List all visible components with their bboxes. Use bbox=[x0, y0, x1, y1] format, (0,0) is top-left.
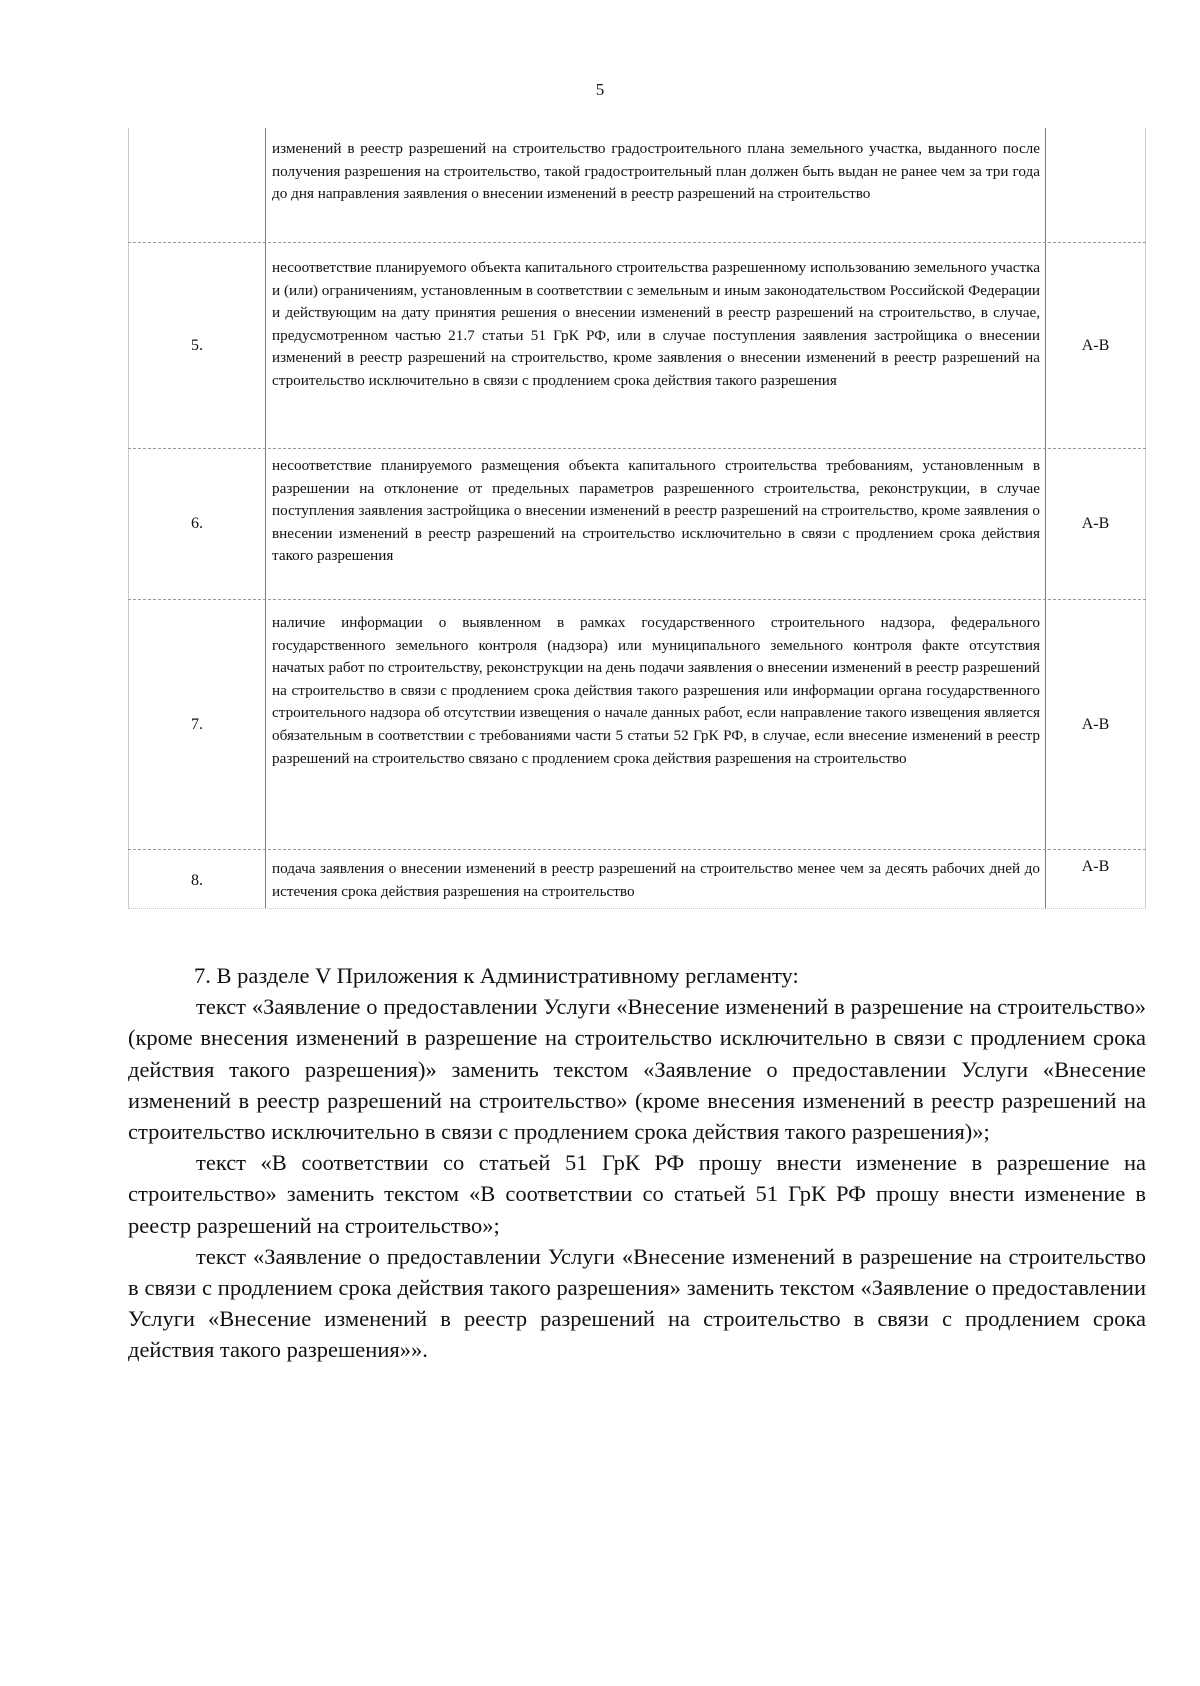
table-row bbox=[128, 850, 1146, 909]
row-number: 5. bbox=[128, 243, 265, 448]
row-code: А-В bbox=[1046, 449, 1146, 599]
row-number: 6. bbox=[128, 449, 265, 599]
row-code: А-В bbox=[1046, 850, 1146, 908]
grounds-table bbox=[128, 128, 1146, 909]
row-code: А-В bbox=[1046, 600, 1146, 849]
table-row bbox=[128, 128, 1146, 243]
section-item-heading: 7. В разделе V Приложения к Административному регламенту: bbox=[194, 963, 799, 988]
row-text: подача заявления о внесении изменений в реестр разрешений на строительство менее чем за десять рабочих дней до истечения срока действия разрешения на строительство bbox=[265, 850, 1046, 908]
amendment-paragraph: текст «Заявление о предоставлении Услуги «Внесение изменений в разрешение на строительство в связи с продлением срока действия такого разрешения» заменить текстом «Заявление о предоставлении Услуги «Внесение изменений в реестр разрешений на строительство в связи с продлением срока действия такого разрешения»». bbox=[128, 1243, 1146, 1363]
table-row bbox=[128, 243, 1146, 449]
row-number bbox=[128, 128, 265, 242]
row-number: 8. bbox=[128, 850, 265, 908]
row-text: изменений в реестр разрешений на строительство градостроительного плана земельного участка, выданного после получения разрешения на строительство, такой градостроительный план должен быть выдан не ранее чем за три года до дня направления заявления о внесении изменений в реестр разрешений на строительство bbox=[265, 128, 1046, 242]
row-text: несоответствие планируемого объекта капитального строительства разрешенному использованию земельного участка и (или) ограничениям, установленным в соответствии с земельным и иным законодательством Российской Федерации и действующим на дату принятия решения о внесении изменений в реестр разрешений на строительство, в случае, предусмотренном частью 21.7 статьи 51 ГрК РФ, или в случае поступления заявления застройщика о внесении изменений в реестр разрешений на строительство, кроме заявления о внесении изменений в реестр разрешений на строительство исключительно в связи с продлением срока действия такого разрешения bbox=[265, 243, 1046, 448]
amendment-paragraph: текст «Заявление о предоставлении Услуги «Внесение изменений в разрешение на строительство» (кроме внесения изменений в разрешение на строительство исключительно в связи с продлением срока действия такого разрешения)» заменить текстом «Заявление о предоставлении Услуги «Внесение изменений в реестр разрешений на строительство» (кроме внесения изменений в реестр разрешений на строительство исключительно в связи с продлением срока действия такого разрешения)»; bbox=[128, 994, 1146, 1145]
amendment-paragraph: текст «В соответствии со статьей 51 ГрК РФ прошу внести изменение в разрешение на строительство» заменить текстом «В соответствии со статьей 51 ГрК РФ прошу внести изменение в реестр разрешений на строительство»; bbox=[128, 1150, 1146, 1238]
page-number: 5 bbox=[595, 80, 605, 99]
amendment-section bbox=[128, 960, 1146, 1366]
row-text: наличие информации о выявленном в рамках государственного строительного надзора, федерального государственного земельного контроля (надзора) или муниципального земельного контроля факте отсутствия начатых работ по строительству, реконструкции на день подачи заявления о внесении изменений в реестр разрешений на строительство в связи с продлением срока действия такого разрешения или информации органа государственного строительного надзора об отсутствии извещения о начале данных работ, если направление такого извещения является обязательным в соответствии с требованиями части 5 статьи 52 ГрК РФ, в случае, если внесение изменений в реестр разрешений на строительство связано с продлением срока действия разрешения на строительство bbox=[265, 600, 1046, 849]
row-number: 7. bbox=[128, 600, 265, 849]
row-code bbox=[1046, 128, 1146, 242]
row-code: А-В bbox=[1046, 243, 1146, 448]
table-row bbox=[128, 449, 1146, 600]
table-row bbox=[128, 600, 1146, 850]
row-text: несоответствие планируемого размещения объекта капитального строительства требованиям, установленным в разрешении на отклонение от предельных параметров разрешенного строительства, реконструкции, в случае поступления заявления застройщика о внесении изменений в реестр разрешений на строительство, кроме заявления о внесении изменений в реестр разрешений на строительство исключительно в связи с продлением срока действия такого разрешения bbox=[265, 449, 1046, 599]
